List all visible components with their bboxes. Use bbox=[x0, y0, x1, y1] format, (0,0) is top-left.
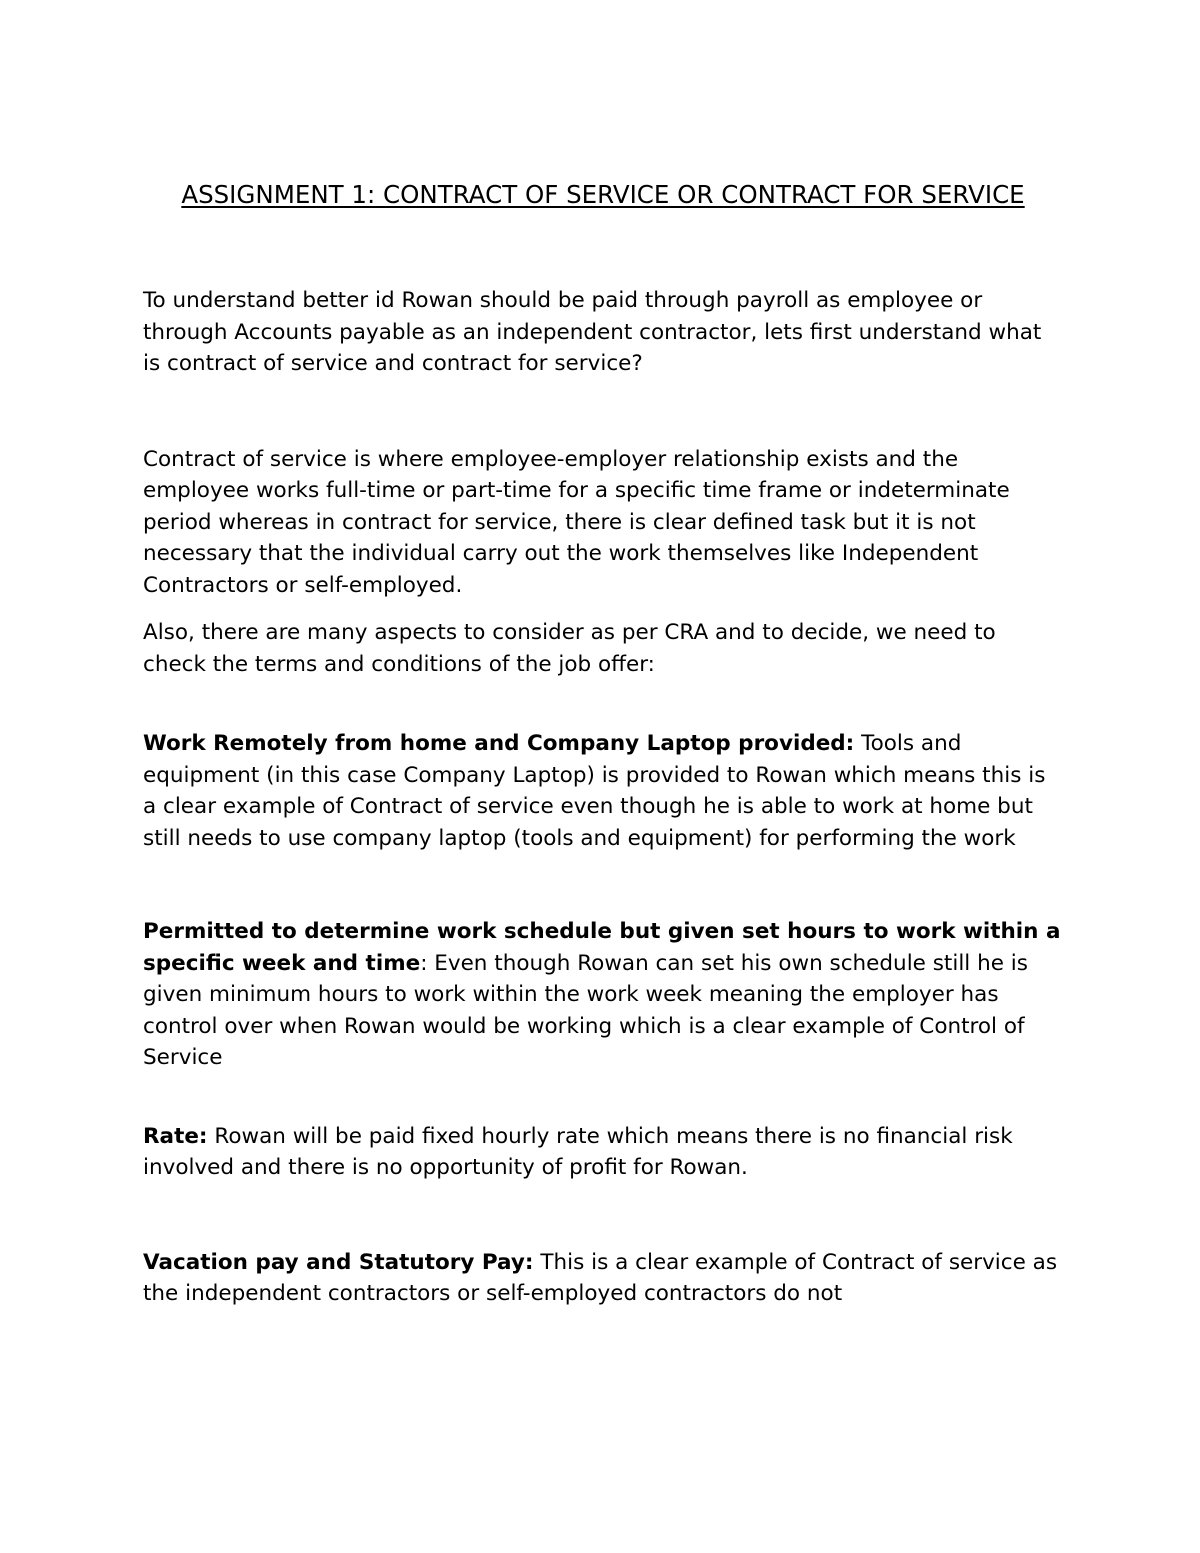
definition-paragraph: Contract of service is where employee-employer relationship exists and the employee works full-time or part-time for a specific time frame or indeterminate period whereas in contract for service, there is clear defined task but it is not necessary that the individual carry out the work themselves like Independent Contractors or self-employed. bbox=[143, 446, 1010, 598]
remote-work-text: Tools and equipment (in this case Company Laptop) is provided to Rowan which means this is a clear example of Contract of service even though he is able to work at home but still needs to use company laptop (tools and equipment) for performing the work bbox=[143, 731, 1046, 851]
work-schedule-heading: Permitted to determine work schedule but given set hours to work within a specific week and time bbox=[143, 919, 1061, 976]
rate-section bbox=[143, 1121, 1063, 1184]
document-body bbox=[143, 175, 1063, 1310]
intro-paragraph: To understand better id Rowan should be paid through payroll as employee or through Accounts payable as an independent contractor, lets first understand what is contract of service and contract for service? bbox=[143, 288, 1042, 376]
rate-heading: Rate: bbox=[143, 1123, 208, 1149]
work-schedule-text: : Even though Rowan can set his own schedule still he is given minimum hours to work within the work week meaning the employer has control over when Rowan would be working which is a clear example of Control of Service bbox=[143, 950, 1028, 1070]
vacation-pay-text: This is a clear example of Contract of service as the independent contractors or self-employed contractors do not bbox=[143, 1249, 1058, 1306]
remote-work-heading: Work Remotely from home and Company Laptop provided: bbox=[143, 731, 855, 756]
aspects-paragraph: Also, there are many aspects to consider as per CRA and to decide, we need to check the terms and conditions of the job offer: bbox=[143, 620, 996, 677]
vacation-pay-heading: Vacation pay and Statutory Pay: bbox=[143, 1249, 534, 1275]
rate-text: Rowan will be paid fixed hourly rate which means there is no financial risk involved and there is no opportunity of profit for Rowan. bbox=[143, 1123, 1013, 1180]
work-schedule-section bbox=[143, 916, 1063, 1074]
vacation-pay-section bbox=[143, 1247, 1063, 1310]
remote-work-section bbox=[143, 728, 1063, 854]
document-title: ASSIGNMENT 1: CONTRACT OF SERVICE OR CONTRACT FOR SERVICE bbox=[181, 180, 1025, 209]
